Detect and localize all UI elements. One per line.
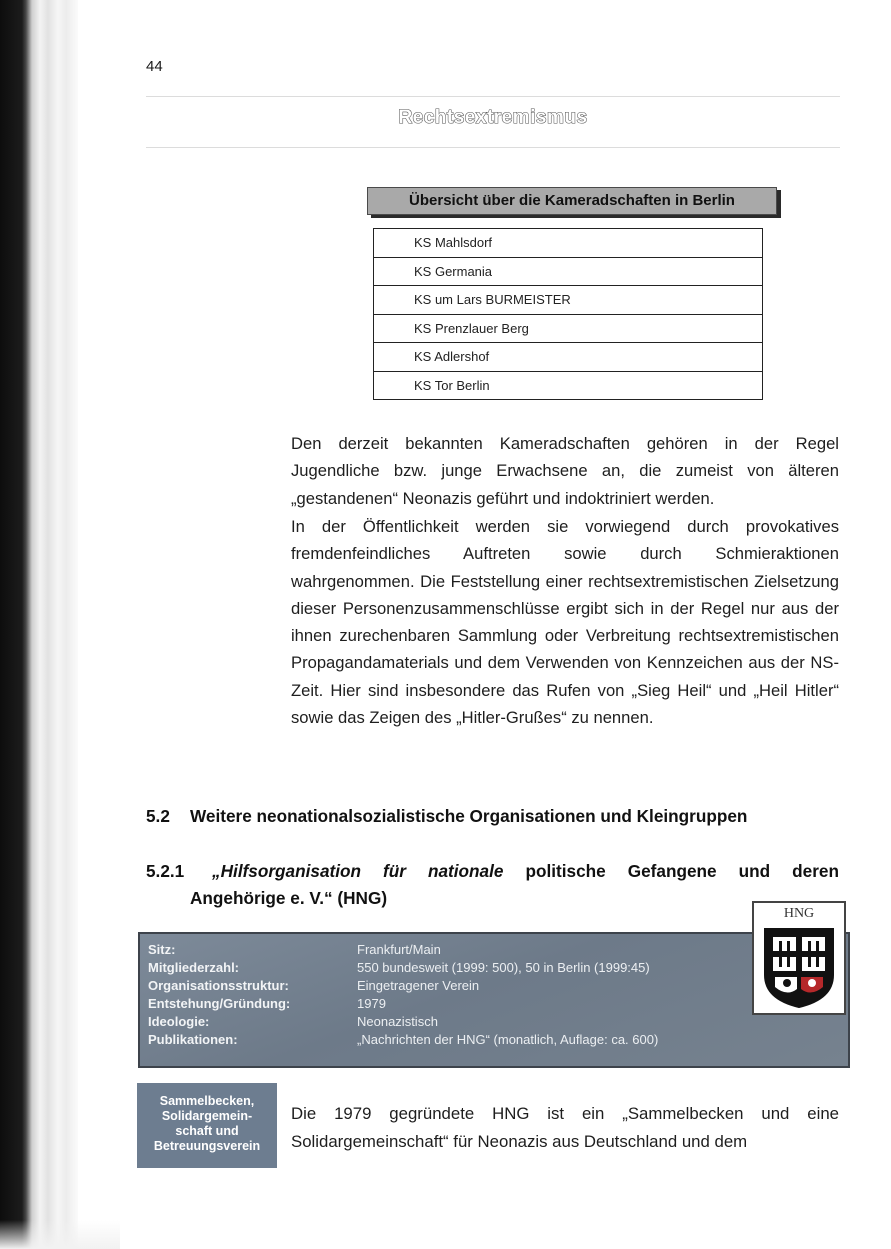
header-rule-bottom <box>146 147 840 148</box>
header-rule-top <box>146 96 840 97</box>
table-row <box>374 286 763 315</box>
section-title: Weitere neonationalsozialistische Organisationen und Kleingruppen <box>190 806 748 826</box>
side-note-line: Betreuungsverein <box>153 1139 261 1153</box>
table-row <box>374 371 763 400</box>
title-word: Gefangene <box>627 861 717 881</box>
hng-info-box <box>138 932 850 1068</box>
title-word: politische <box>525 861 606 881</box>
paragraph-hng: Die 1979 gegründete HNG ist ein „Sammelbecken und eine Solidargemeinschaft“ für Neonazis aus Deutschland und dem <box>291 1104 839 1151</box>
info-label: Publikationen: <box>148 1032 238 1047</box>
section-number: 5.2.1 <box>146 861 185 881</box>
side-note-box <box>137 1083 277 1168</box>
page-number: 44 <box>146 58 163 75</box>
info-value: Neonazistisch <box>357 1014 438 1029</box>
section-title-line2: Angehörige e. V.“ (HNG) <box>190 888 388 908</box>
table-cell: KS Germania <box>374 257 763 286</box>
title-word: deren <box>792 861 839 881</box>
info-label: Sitz: <box>148 942 176 957</box>
book-binding-edge <box>0 0 78 1249</box>
table-row <box>374 257 763 286</box>
overview-heading: Übersicht über die Kameradschaften in Berlin <box>367 187 777 215</box>
info-value: 1979 <box>357 996 386 1011</box>
kameradschaften-table <box>373 228 763 400</box>
table-cell: KS Adlershof <box>374 343 763 372</box>
table-row <box>374 343 763 372</box>
side-note-line: schaft und <box>175 1124 239 1138</box>
table-cell: KS um Lars BURMEISTER <box>374 286 763 315</box>
title-word: für <box>383 861 406 881</box>
info-label: Organisationsstruktur: <box>148 978 289 993</box>
info-label: Mitgliederzahl: <box>148 960 240 975</box>
running-header: Rechtsextremismus <box>398 107 588 128</box>
info-label: Entstehung/Gründung: <box>148 996 291 1011</box>
side-note-line: Sammelbecken, <box>159 1094 255 1108</box>
table-row <box>374 229 763 258</box>
info-value: Frankfurt/Main <box>357 942 441 957</box>
section-heading-5-2 <box>146 806 846 827</box>
table-cell: KS Prenzlauer Berg <box>374 314 763 343</box>
paragraph-kameradschaften: Den derzeit bekannten Kameradschaften gehören in der Regel Jugendliche bzw. junge Erwachsene an, die zumeist von älteren „gestandenen“ Neonazis geführt und indoktriniert werden. <box>291 434 839 508</box>
title-word: „Hilfsorganisation <box>212 861 362 881</box>
info-value: 550 bundesweit (1999: 500), 50 in Berlin (1999:45) <box>357 960 650 975</box>
table-cell: KS Tor Berlin <box>374 371 763 400</box>
info-value: Eingetragener Verein <box>357 978 480 993</box>
title-word: nationale <box>428 861 504 881</box>
section-number: 5.2 <box>146 806 170 826</box>
info-label: Ideologie: <box>148 1014 210 1029</box>
logo-text: HNG <box>783 906 815 921</box>
info-value: „Nachrichten der HNG“ (monatlich, Auflage: ca. 600) <box>357 1032 659 1047</box>
page-shadow <box>0 1220 120 1249</box>
paragraph-oeffentlichkeit: In der Öffentlichkeit werden sie vorwiegend durch provokatives fremdenfeindliches Auftreten sowie durch Schmieraktionen wahrgenommen. Die Feststellung einer rechtsextremistischen Zielsetzung dieser Personenzusammenschlüsse ergibt sich in der Regel nur aus der ihnen zurechenbaren Sammlung oder Verbreitung rechtsextremistischen Propagandamaterials und dem Verwenden von Kennzeichen aus der NS-Zeit. Hier sind insbesondere das Rufen von „Sieg Heil“ und „Heil Hitler“ sowie das Zeigen des „Hitler-Grußes“ zu nennen. <box>291 517 839 728</box>
table-cell: KS Mahlsdorf <box>374 229 763 258</box>
hng-logo <box>752 901 846 1015</box>
table-row <box>374 314 763 343</box>
side-note-line: Solidargemein- <box>161 1109 253 1123</box>
title-word: und <box>738 861 771 881</box>
section-heading-5-2-1 <box>146 858 839 912</box>
hng-emblem-icon <box>763 927 835 1009</box>
